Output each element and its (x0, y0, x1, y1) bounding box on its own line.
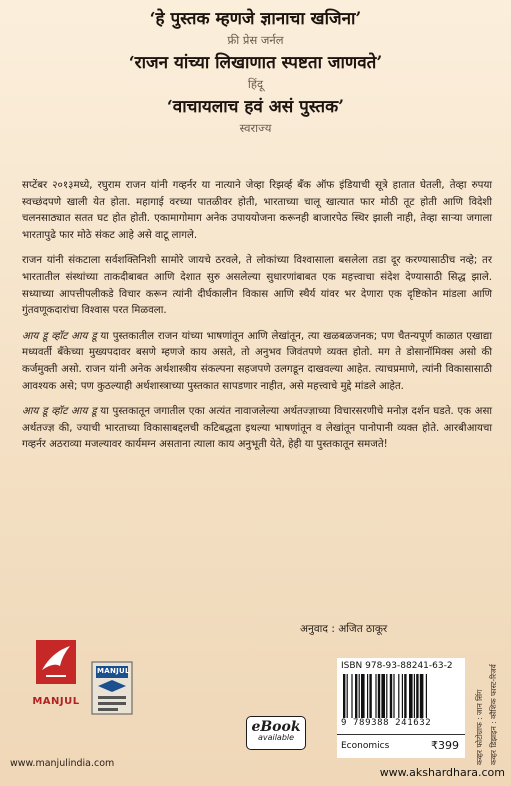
design-credit: कव्हर डिझाइन : कौशिक फास्ट-रिजर्व (489, 664, 498, 765)
quote-3-source: स्वराज्य (239, 121, 272, 135)
quote-1: ‘हे पुस्तक म्हणजे ज्ञानाचा खजिना’ (149, 9, 362, 29)
quote-3: ‘वाचायलाच हवं असं पुस्तक’ (166, 97, 345, 117)
price-row (337, 734, 465, 756)
quote-2-source: हिंदू (247, 77, 264, 91)
publisher-name: MANJUL (32, 696, 80, 707)
isbn-text: ISBN 978-93-88241-63-2 (341, 661, 453, 671)
price-label: ₹399 (431, 739, 459, 752)
review-quotes (0, 8, 511, 140)
publisher-badge (90, 660, 134, 716)
publisher-website[interactable]: www.manjulindia.com (10, 758, 115, 769)
barcode-number: 9 789388 241632 (341, 718, 432, 728)
publisher-badge-label: MANJUL (97, 667, 130, 675)
blurb-paragraph-4 (22, 404, 492, 454)
cover-credits (471, 640, 507, 765)
ebook-sub-label: available (257, 733, 295, 742)
blurb (22, 178, 492, 463)
translator-credit: अनुवाद : अजित ठाकूर (300, 623, 388, 635)
blurb-paragraph-2: राजन यांनी संकटाला सर्वशक्तिनिशी सामोरे जायचे ठरवले, ते लोकांच्या विश्वासाला बसलेला तडा दूर करण्यासाठीच नव्हे; तर भारतातील संस्थांच्या ताकदीबाबत आणि देशात सुरु असलेल्या सुधारणांबाबत एक महत्त्वाचा संदेश देण्यासाठी सिद्ध झाले. सध्याच्या आपत्तीपलीकडे विचार करून त्यांनी दीर्घकालीन विकास आणि स्थैर्य यांवर भर देणारा एक दृष्टिकोन मांडला आणि गुंतवणूकदारांचा विश्वास परत मिळवला. (22, 255, 492, 317)
book-title-italic: आय डू व्हॉट आय डू (22, 330, 97, 342)
watermark-url: www.akshardhara.com (379, 766, 505, 779)
photo-credit: कव्हर फोटोग्राफ : जान सिंग (475, 689, 484, 765)
book-title-italic: आय डू व्हॉट आय डू (22, 406, 97, 418)
ebook-badge (246, 716, 306, 750)
barcode-icon (341, 674, 461, 718)
blurb-paragraph-3-text: या पुस्तकातील राजन यांच्या भाषणांतून आणि लेखांतून, त्या खळबळजनक; पण चैतन्यपूर्ण काळात एखाद्या मध्यवर्ती बँकेच्या मुख्यपदावर बसणे म्हणजे काय असते, तो अनुभव जिवंतपणे व्यक्त होतो. मग ते डोसानॉमिक्स असो की कर्जमुक्ती असो. राजन यांनी अनेक अर्थशास्त्रीय संकल्पना सहजपणे उलगडून दाखवल्या आहेत. त्याचप्रमाणे, त्यांनी विकासासाठी आवश्यक असे; पण कुठल्याही अर्थशास्त्राच्या पुस्तकात सापडणार नाहीत, असे महत्त्वाचे मुद्दे मांडले आहेत. (22, 330, 492, 392)
publisher-logo (26, 632, 86, 752)
category-label: Economics (341, 740, 390, 751)
ebook-label: eBook (251, 719, 301, 735)
blurb-paragraph-4-text: या पुस्तकातून जगातील एका अत्यंत नावाजलेल्या अर्थतज्ज्ञाच्या विचारसरणीचे मनोज्ञ दर्शन घडते. एक असा अर्थतज्ज्ञ की, ज्याची भारताच्या विकासाबद्दलची कटिबद्धता इथल्या भाषणांतून व लेखांतून पानोपानी व्यक्त होते. आरबीआयचा गव्हर्नर अठराव्या मजल्यावर कार्यमग्न असताना त्याला काय अनुभूती येते, हेही या पुस्तकातून समजते! (22, 406, 492, 451)
quote-2: ‘राजन यांच्या लिखाणात स्पष्टता जाणवते’ (128, 53, 383, 73)
blurb-paragraph-1: सप्टेंबर २०१३मध्ये, रघुराम राजन यांनी गव्हर्नर या नात्याने जेव्हा रिझर्व्ह बँक ऑफ इंडियाची सूत्रे हातात घेतली, तेव्हा रुपया स्वच्छंदपणे खाली येत होता. महागाई वरच्या पातळीवर होती, भारताच्या चालू खात्यात फार मोठी तूट होती आणि विदेशी चलनसाठ्यात सतत घट होत होती. एकामागोमाग अनेक उपाययोजना करूनही बाजारपेठ स्थिर झाली नाही, तेव्हा साऱ्या जगाला भारतापुढे फार मोठे संकट आहे असे वाटू लागले. (22, 180, 492, 241)
barcode-panel (337, 658, 465, 758)
blurb-paragraph-3 (22, 329, 492, 395)
quote-1-source: फ्री प्रेस जर्नल (227, 33, 284, 47)
bird-logo-icon (32, 632, 80, 694)
